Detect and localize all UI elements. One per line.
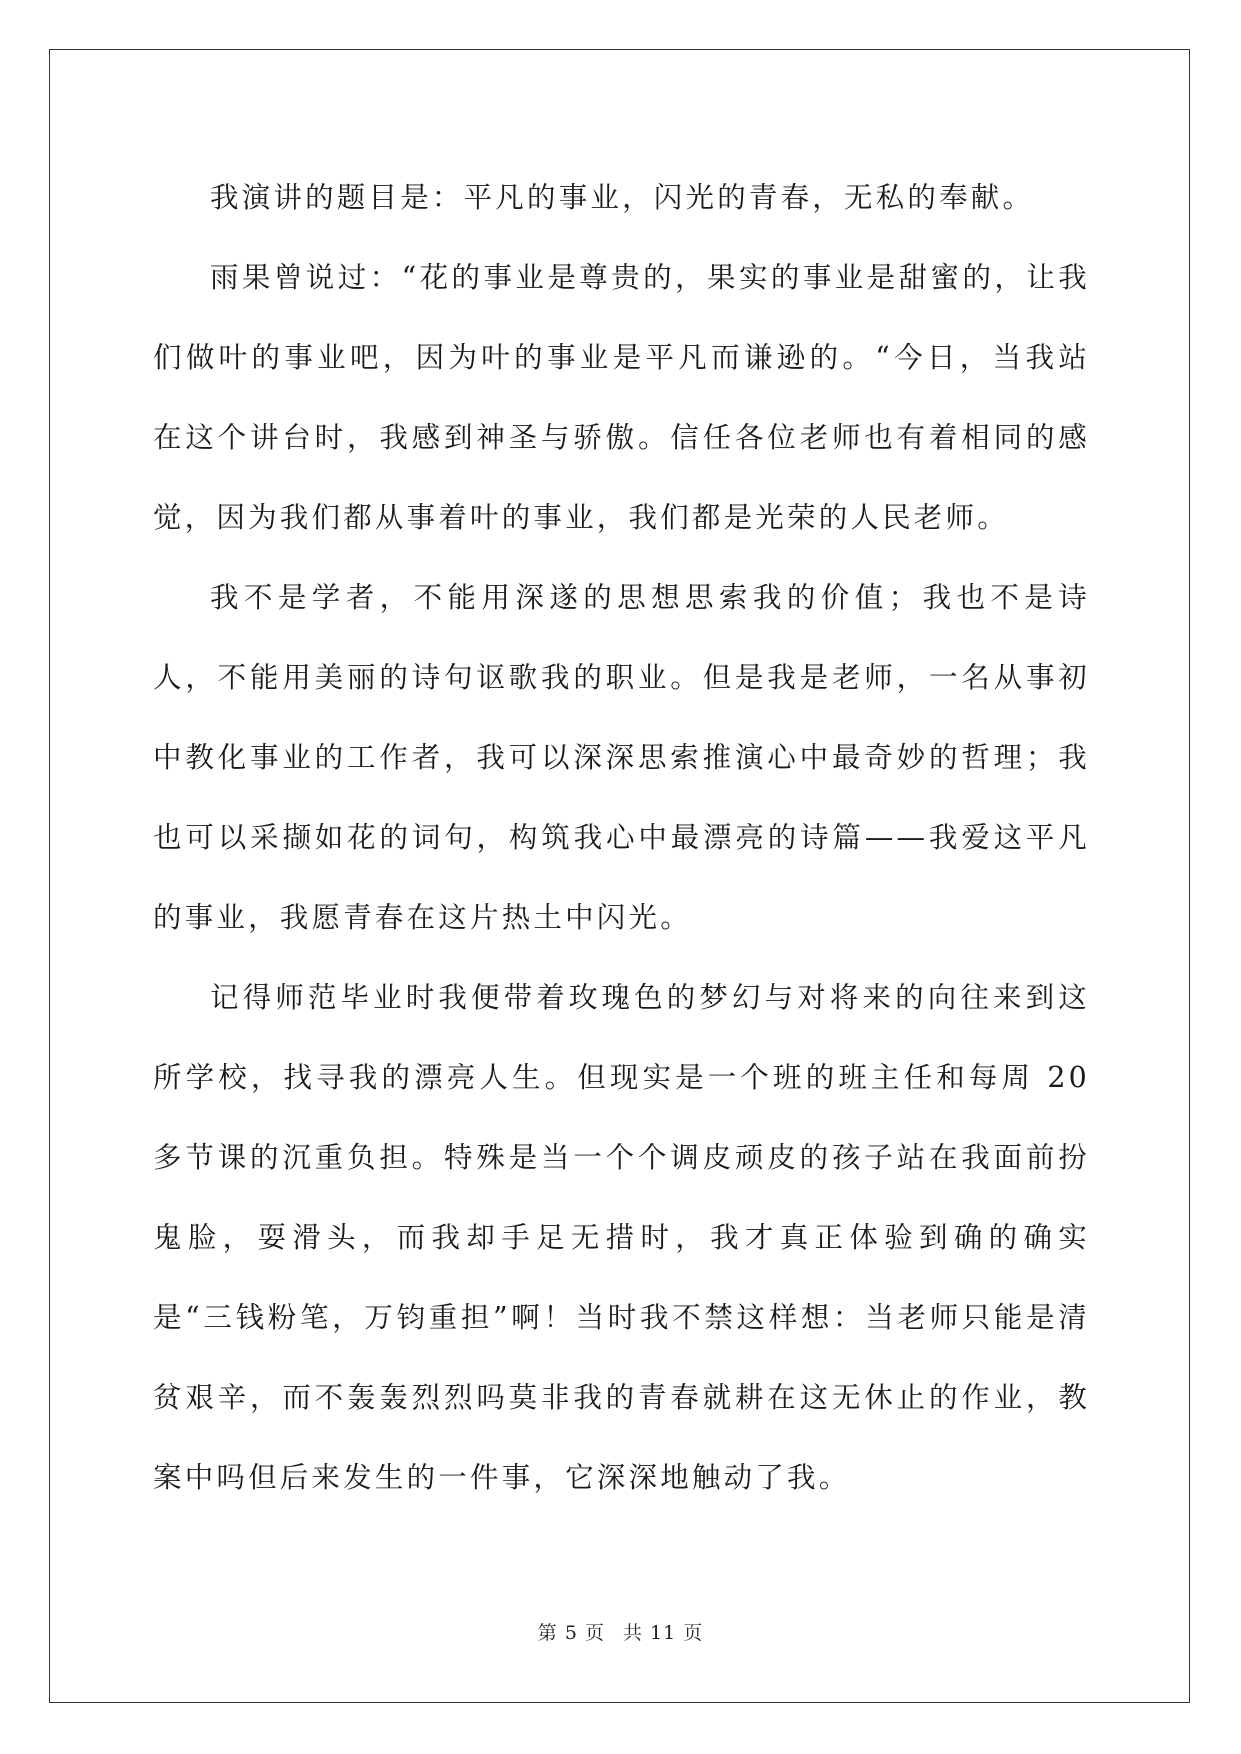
paragraph-1: 我演讲的题目是：平凡的事业，闪光的青春，无私的奉献。 xyxy=(210,181,1035,214)
paragraph-4: 记得师范毕业时我便带着玫瑰色的梦幻与对将来的向往来到这所学校，找寻我的漂亮人生。但现实是一个班的班主任和每周 20 多节课的沉重负担。特殊是当一个个调皮顽皮的孩子站在我面前扮鬼脸，耍滑头，而我却手足无措时，我才真正体验到确的确实是“三钱粉笔，万钧重担”啊！当时我不禁这样想：当老师只能是清贫艰辛，而不轰轰烈烈吗莫非我的青春就耕在这无休止的作业，教案中吗但后来发生的一件事，它深深地触动了我。 xyxy=(153,981,1090,1494)
paragraph-2: 雨果曾说过：“花的事业是尊贵的，果实的事业是甜蜜的，让我们做叶的事业吧，因为叶的事业是平凡而谦逊的。“今日，当我站在这个讲台时，我感到神圣与骄傲。信任各位老师也有着相同的感觉，因为我们都从事着叶的事业，我们都是光荣的人民老师。 xyxy=(153,261,1090,534)
paragraph-3: 我不是学者，不能用深遂的思想思索我的价值；我也不是诗人，不能用美丽的诗句讴歌我的职业。但是我是老师，一名从事初中教化事业的工作者，我可以深深思索推演心中最奇妙的哲理；我也可以采撷如花的词句，构筑我心中最漂亮的诗篇——我爱这平凡的事业，我愿青春在这片热土中闪光。 xyxy=(153,581,1090,934)
page-number: 第 5 页 xyxy=(537,1622,605,1644)
document-body xyxy=(153,158,1090,1518)
page-footer xyxy=(0,1618,1241,1645)
page-total: 共 11 页 xyxy=(622,1622,704,1644)
